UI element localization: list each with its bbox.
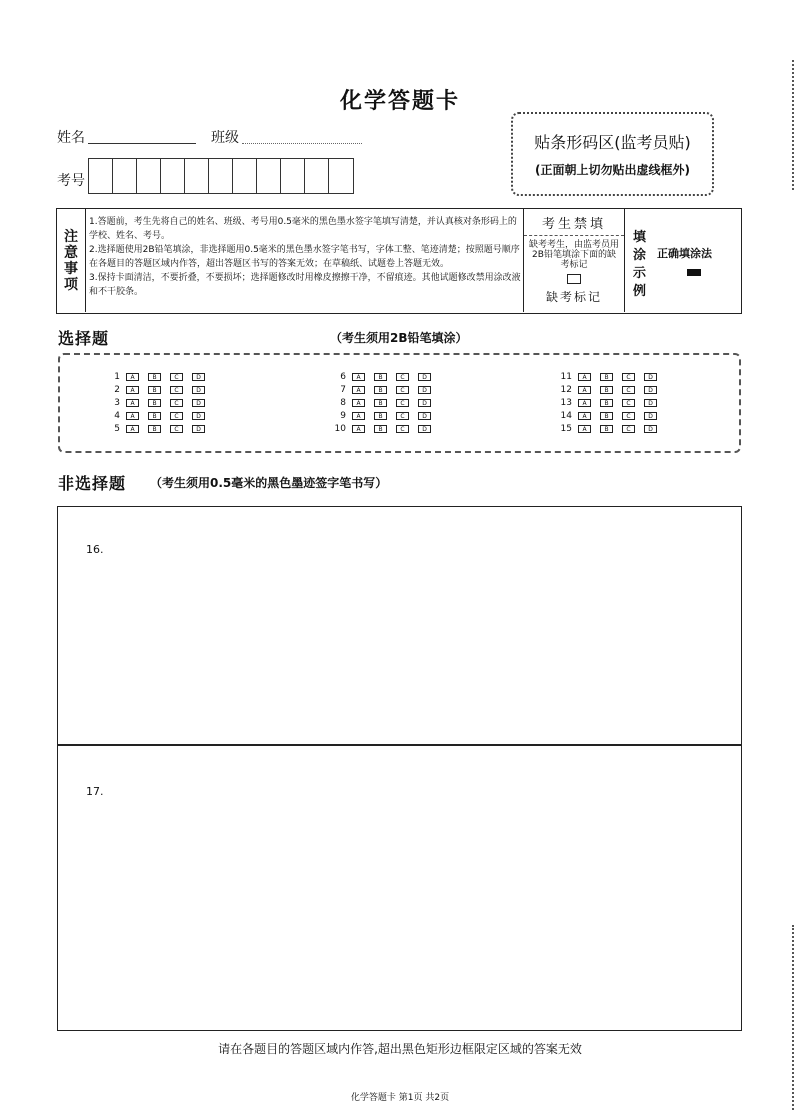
question-number: 7 [340,385,346,395]
answer-bubble[interactable]: B [148,399,161,407]
question-number: 16. [86,543,104,556]
notice-item: 2.选择题使用2B铅笔填涂，非选择题用0.5毫米的黑色墨水签字笔书写，字体工整、笔迹清楚；按照题号顺序在各题目的答题区域内作答，超出答题区书写的答案无效；在草稿纸、试题卷上答题无效。 [89,245,520,269]
perforation-line [792,925,798,1110]
mcq-question-row [550,397,666,409]
answer-box-17[interactable] [57,744,742,1031]
answer-bubble[interactable]: A [352,412,365,420]
barcode-title: 贴条形码区(监考员贴) [534,133,691,152]
answer-bubble[interactable]: C [622,425,635,433]
answer-bubble[interactable]: C [396,412,409,420]
barcode-note: (正面朝上切勿贴出虚线框外) [535,163,690,177]
answer-bubble[interactable]: D [192,373,205,381]
answer-bubble[interactable]: C [622,386,635,394]
answer-bubble[interactable]: C [622,399,635,407]
answer-bubble[interactable]: B [600,399,613,407]
mcq-answer-area [58,353,741,453]
fill-side-label: 填 涂 示 例 [633,230,647,299]
answer-bubble[interactable]: C [170,399,183,407]
answer-bubble[interactable]: B [374,412,387,420]
class-field[interactable] [242,129,362,144]
answer-bubble[interactable]: C [170,386,183,394]
id-cell[interactable] [89,159,113,193]
answer-bubble[interactable]: B [148,386,161,394]
answer-bubble[interactable]: A [352,386,365,394]
mcq-question-row [550,423,666,435]
question-number: 1 [114,372,120,382]
answer-bubble[interactable]: B [600,425,613,433]
answer-bubble[interactable]: D [192,399,205,407]
answer-bubble[interactable]: B [374,373,387,381]
question-number: 4 [114,411,120,421]
mcq-question-row [324,397,440,409]
answer-bubble[interactable]: D [644,425,657,433]
question-number: 5 [114,424,120,434]
mcq-question-row [550,384,666,396]
answer-bubble[interactable]: A [352,399,365,407]
answer-bubble[interactable]: D [192,425,205,433]
mcq-title: 选择题 [58,329,110,348]
answer-bubble[interactable]: B [600,373,613,381]
id-cell[interactable] [113,159,137,193]
id-cell[interactable] [281,159,305,193]
perforation-line [792,60,798,190]
nonmcq-note: （考生须用0.5毫米的黑色墨迹签字笔书写） [150,476,388,490]
answer-bubble[interactable]: A [578,425,591,433]
answer-bubble[interactable]: B [600,386,613,394]
name-field[interactable] [88,129,196,144]
class-label: 班级 [211,130,239,146]
answer-bubble[interactable]: C [396,425,409,433]
name-label: 姓名 [57,130,85,146]
absence-desc: 缺考考生，由监考员用2B铅笔填涂下面的缺考标记 [528,240,619,270]
answer-bubble[interactable]: A [126,373,139,381]
question-number: 11 [560,372,572,382]
question-number: 17. [86,785,104,798]
page-number: 化学答题卡 第1页 共2页 [350,1093,450,1103]
answer-bubble[interactable]: A [126,399,139,407]
id-grid[interactable] [88,158,354,194]
mcq-question-row [324,384,440,396]
footer-note: 请在各题目的答题区域内作答,超出黑色矩形边框限定区域的答案无效 [218,1042,582,1056]
notice-item: 1.答题前，考生先将自己的姓名、班级、考号用0.5毫米的黑色墨水签字笔填写清楚，并认真核对条形码上的学校、姓名、考号。 [89,217,517,241]
answer-bubble[interactable]: A [578,412,591,420]
answer-bubble[interactable]: C [396,386,409,394]
question-number: 12 [560,385,572,395]
mcq-question-row [550,410,666,422]
filled-mark-icon [687,269,701,276]
answer-bubble[interactable]: A [578,386,591,394]
id-cell[interactable] [305,159,329,193]
absence-mark-label: 缺考标记 [545,290,602,304]
mcq-question-row [98,384,214,396]
question-number: 3 [114,398,120,408]
mcq-question-row [98,410,214,422]
id-cell[interactable] [257,159,281,193]
answer-bubble[interactable]: D [192,412,205,420]
answer-bubble[interactable]: C [396,373,409,381]
id-cell[interactable] [137,159,161,193]
barcode-area [511,112,714,196]
answer-bubble[interactable]: C [170,412,183,420]
question-number: 13 [560,398,572,408]
nonmcq-title: 非选择题 [58,474,127,493]
answer-bubble[interactable]: C [396,399,409,407]
answer-bubble[interactable]: B [148,373,161,381]
answer-bubble[interactable]: B [374,386,387,394]
question-number: 6 [340,372,346,382]
absence-mark-box[interactable] [567,274,581,284]
notice-side-label: 注 意 事 项 [57,209,86,312]
answer-bubble[interactable]: D [418,373,431,381]
answer-bubble[interactable]: A [578,373,591,381]
mcq-question-row [324,410,440,422]
answer-box-16[interactable] [57,506,742,746]
answer-bubble[interactable]: A [126,412,139,420]
question-number: 8 [340,398,346,408]
mcq-question-row [98,397,214,409]
answer-bubble[interactable]: D [644,373,657,381]
answer-bubble[interactable]: B [374,399,387,407]
answer-bubble[interactable]: D [644,412,657,420]
answer-bubble[interactable]: D [644,399,657,407]
id-cell[interactable] [185,159,209,193]
answer-bubble[interactable]: C [622,373,635,381]
answer-bubble[interactable]: A [352,373,365,381]
mcq-question-row [324,371,440,383]
answer-bubble[interactable]: D [418,386,431,394]
notice-panel [56,208,742,314]
answer-bubble[interactable]: B [148,425,161,433]
mcq-question-row [550,371,666,383]
fill-label: 正确填涂法 [657,247,712,260]
answer-bubble[interactable]: C [622,412,635,420]
question-number: 10 [334,424,346,434]
answer-bubble[interactable]: D [418,399,431,407]
answer-bubble[interactable]: B [600,412,613,420]
id-cell[interactable] [161,159,185,193]
absence-box [523,209,625,312]
answer-bubble[interactable]: A [126,425,139,433]
question-number: 9 [340,411,346,421]
answer-bubble[interactable]: A [578,399,591,407]
id-label: 考号 [57,173,85,189]
absence-title: 考生禁填 [524,213,624,236]
mcq-question-row [98,371,214,383]
answer-bubble[interactable]: C [170,425,183,433]
fill-example [627,209,741,312]
question-number: 2 [114,385,120,395]
answer-bubble[interactable]: D [644,386,657,394]
answer-bubble[interactable]: A [352,425,365,433]
id-cell[interactable] [209,159,233,193]
page-title: 化学答题卡 [339,89,460,114]
question-number: 15 [560,424,572,434]
answer-bubble[interactable]: D [418,412,431,420]
id-cell[interactable] [233,159,257,193]
mcq-question-row [324,423,440,435]
question-number: 14 [560,411,572,421]
id-cell[interactable] [329,159,353,193]
notice-body [89,215,521,299]
answer-bubble[interactable]: A [126,386,139,394]
notice-item: 3.保持卡面清洁，不要折叠，不要损坏；选择题修改时用橡皮擦擦干净，不留痕迹。其他试题修改禁用涂改液和不干胶条。 [89,273,521,297]
answer-bubble[interactable]: D [418,425,431,433]
mcq-note: （考生须用2B铅笔填涂） [330,331,468,345]
answer-bubble[interactable]: D [192,386,205,394]
answer-bubble[interactable]: B [148,412,161,420]
answer-bubble[interactable]: B [374,425,387,433]
mcq-question-row [98,423,214,435]
answer-bubble[interactable]: C [170,373,183,381]
